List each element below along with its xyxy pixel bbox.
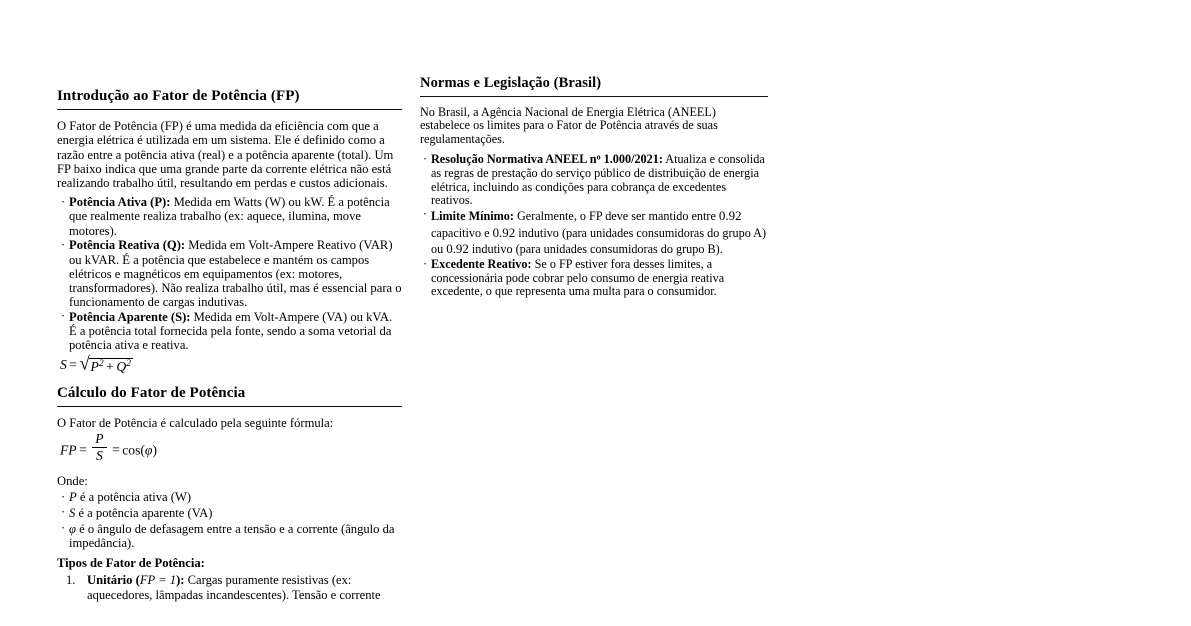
list-item-term bbox=[87, 573, 184, 587]
limit-value-2: 0.92 bbox=[492, 224, 516, 240]
fraction-group bbox=[92, 432, 106, 464]
list-item-text-c: indutivo (para unidades consumidoras do grupo A) ou bbox=[431, 225, 767, 257]
list-item bbox=[57, 310, 402, 353]
radicand-term-p: P bbox=[90, 358, 99, 374]
list-item-term bbox=[431, 152, 663, 166]
intro-paragraph: O Fator de Potência (FP) é uma medida da eficiência com que a energia elétrica é utilizada em um sistema. Ele é definido como a razão entre a potência ativa (real) e a potência aparente (total). Um FP baixo indica que uma grande parte da corrente elétrica não está realizando trabalho útil, resultando em perdas e custos adicionais. bbox=[57, 119, 394, 191]
list-item-text: Medida em Volt-Ampere Reativo (VAR) ou kVAR. É a potência que estabelece e mantém os campos elétricos e magnéticos em equipamentos (ex: motores, transformadores). Não realiza trabalho útil, mas é essencial para o funcionamento de cargas indutivas. bbox=[69, 238, 402, 310]
sqrt-group bbox=[79, 353, 133, 375]
power-types-list bbox=[57, 195, 402, 352]
list-item bbox=[420, 153, 768, 207]
term-suffix: ): bbox=[176, 573, 185, 588]
heading-rule bbox=[57, 109, 402, 110]
heading-rule bbox=[420, 96, 768, 97]
limit-value-1: 0.92 bbox=[718, 208, 742, 224]
list-item-term: Excedente Reativo: bbox=[431, 257, 532, 272]
term-prefix: Unitário ( bbox=[87, 573, 140, 588]
list-item-text-a: Geralmente, o FP deve ser mantido entre bbox=[513, 209, 719, 224]
formula-phi-argument: φ bbox=[144, 441, 153, 457]
term-text-part2: 1.000/2021: bbox=[600, 152, 663, 167]
left-column bbox=[57, 88, 402, 604]
list-item-term: Limite Mínimo: bbox=[431, 209, 514, 224]
formula-cos-function: cos bbox=[122, 441, 141, 457]
limit-value-3: 0.92 bbox=[446, 241, 469, 257]
section-heading-introducao: Introdução ao Fator de Potência (FP) bbox=[57, 88, 300, 104]
fraction-denominator: S bbox=[96, 448, 103, 464]
list-item-text: é o ângulo de defasagem entre a tensão e a corrente (ângulo da impedância). bbox=[69, 521, 395, 550]
radicand-exp-q: 2 bbox=[126, 357, 132, 369]
symbol-definitions-list bbox=[57, 490, 402, 550]
formula-equals-2: = bbox=[112, 441, 120, 457]
list-item bbox=[57, 522, 402, 550]
list-item-term: Potência Reativa (Q): bbox=[69, 238, 186, 253]
radicand-plus: + bbox=[106, 358, 114, 374]
formula-paren-close: ) bbox=[152, 441, 157, 457]
formula-lhs: S bbox=[60, 356, 67, 372]
list-item bbox=[57, 490, 402, 504]
list-item-text: Medida em Watts (W) ou kW. É a potência que realmente realiza trabalho (ex: aquece, ilumina, move motores). bbox=[69, 195, 390, 238]
formula-paren-open: ( bbox=[140, 441, 145, 457]
normas-intro-paragraph: No Brasil, a Agência Nacional de Energia Elétrica (ANEEL) estabelece os limites para o Fator de Potência através de suas regulamentações. bbox=[420, 104, 718, 146]
formula-apparent-power bbox=[57, 353, 402, 375]
list-item-text-d: indutivo (para unidades consumidoras do grupo B). bbox=[468, 242, 723, 257]
symbol-phi: φ bbox=[69, 521, 76, 536]
radicand-term-q: Q bbox=[116, 358, 127, 374]
heading-rule bbox=[57, 406, 402, 407]
list-item bbox=[57, 506, 402, 520]
radical-icon: √ bbox=[79, 353, 90, 375]
list-item bbox=[57, 573, 402, 602]
right-column bbox=[420, 75, 768, 304]
types-label bbox=[57, 556, 402, 570]
normas-list bbox=[420, 153, 768, 298]
power-factor-types-list bbox=[57, 573, 402, 602]
radicand bbox=[89, 358, 133, 374]
where-label: Onde: bbox=[57, 473, 88, 488]
list-item-text: é a potência aparente (VA) bbox=[75, 505, 213, 520]
list-item-text-b: capacitivo e bbox=[431, 225, 493, 240]
list-item-term: Potência Ativa (P): bbox=[69, 195, 171, 210]
list-item bbox=[420, 258, 768, 299]
list-item-text: Atualiza e consolida as regras de prestação do serviço público de distribuição de energia elétrica, incluindo as condições para cobrança de excedentes reativos. bbox=[431, 152, 765, 208]
list-item-text: é a potência ativa (W) bbox=[76, 490, 192, 505]
radicand-exp-p: 2 bbox=[98, 357, 104, 369]
formula-power-factor bbox=[57, 430, 402, 467]
ordinal-superscript: o bbox=[596, 153, 601, 163]
types-label-text: Tipos de Fator de Potência: bbox=[57, 555, 205, 570]
list-item-text: Se o FP estiver fora desses limites, a concessionária pode cobrar pelo consumo de energia reativa excedente, o que representa uma multa para o consumidor. bbox=[431, 257, 725, 299]
list-item-text: Cargas puramente resistivas (ex: aquecedores, lâmpadas incandescentes). Tensão e corrente bbox=[87, 573, 381, 602]
calculation-intro-paragraph: O Fator de Potência é calculado pela seguinte fórmula: bbox=[57, 416, 334, 431]
list-item-term: Potência Aparente (S): bbox=[69, 309, 191, 324]
list-item bbox=[420, 208, 768, 257]
fraction-numerator: P bbox=[92, 432, 106, 449]
symbol-s: S bbox=[69, 505, 76, 520]
symbol-p: P bbox=[69, 490, 77, 505]
term-math-fp: FP = 1 bbox=[139, 573, 177, 588]
section-heading-normas: Normas e Legislação (Brasil) bbox=[420, 75, 602, 91]
list-item-text: Medida em Volt-Ampere (VA) ou kVA. É a potência total fornecida pela fonte, sendo a soma vetorial da potência ativa e reativa. bbox=[69, 309, 393, 353]
formula-lhs: FP bbox=[60, 441, 77, 457]
term-text-part1: Resolução Normativa ANEEL n bbox=[431, 152, 597, 167]
section-heading-calculo: Cálculo do Fator de Potência bbox=[57, 385, 246, 402]
list-item bbox=[57, 195, 402, 238]
formula-equals: = bbox=[69, 356, 77, 372]
formula-equals: = bbox=[79, 441, 87, 457]
list-item bbox=[57, 238, 402, 309]
